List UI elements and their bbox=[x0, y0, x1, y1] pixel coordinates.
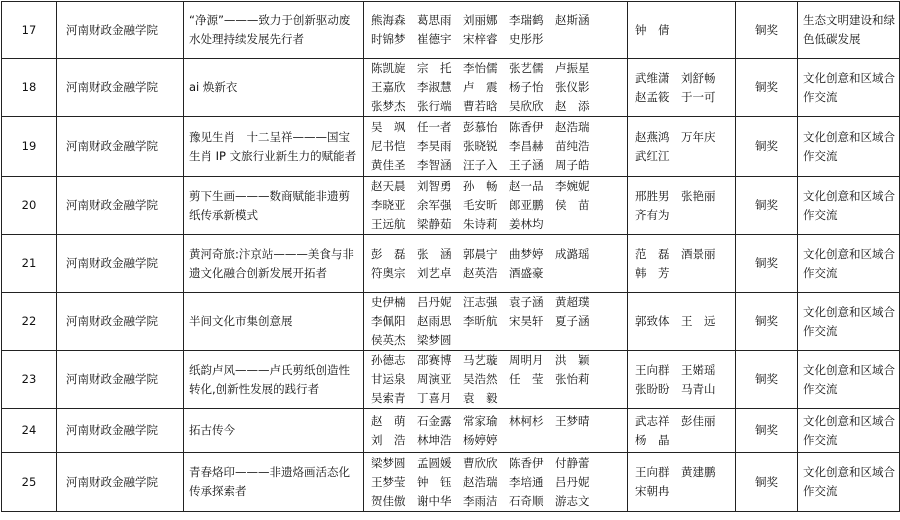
row-number: 25 bbox=[2, 453, 57, 512]
table-row bbox=[2, 235, 900, 293]
school-name: 河南财政金融学院 bbox=[57, 117, 184, 177]
school-name: 河南财政金融学院 bbox=[57, 453, 184, 512]
team-members-line: 彭 磊 张 涵 郭晨宁 曲梦婷 成潞瑶 bbox=[371, 246, 590, 261]
school-name: 河南财政金融学院 bbox=[57, 235, 184, 293]
advisors-line: 武红江 bbox=[635, 148, 670, 163]
row-number: 17 bbox=[2, 2, 57, 59]
advisors bbox=[628, 59, 736, 117]
competition-track-text: 生态文明建设和绿色低碳发展 bbox=[803, 13, 895, 46]
team-members-line: 王梦莹 钟 钰 赵浩瑞 李培通 吕丹妮 bbox=[371, 474, 590, 489]
school-name: 河南财政金融学院 bbox=[57, 177, 184, 235]
advisors bbox=[628, 117, 736, 177]
advisors-line: 钟 倩 bbox=[635, 22, 670, 37]
team-members bbox=[364, 177, 628, 235]
team-members-line: 熊海森 葛思雨 刘丽娜 李瑞鹤 赵斯涵 bbox=[371, 13, 590, 27]
team-members-line: 甘运泉 周演亚 吴浩然 任 莹 张怡莉 bbox=[371, 372, 590, 386]
team-members-line: 赵 萌 石金露 常家瑜 林柯杉 王梦晴 bbox=[371, 413, 590, 428]
row-number: 23 bbox=[2, 351, 57, 409]
advisors-line: 宋朝冉 bbox=[635, 484, 670, 498]
competition-track bbox=[798, 351, 900, 409]
team-members-line: 黄佳圣 李智涵 汪子入 王子涵 周子皓 bbox=[371, 158, 590, 172]
table-row bbox=[2, 2, 900, 59]
row-number: 24 bbox=[2, 409, 57, 453]
competition-track bbox=[798, 293, 900, 351]
team-members-line: 尼书恺 李昊雨 张晓锐 李昌赫 苗纯浩 bbox=[371, 139, 590, 153]
team-members-line: 刘 浩 林坤浩 杨婷婷 bbox=[371, 432, 498, 447]
competition-track bbox=[798, 117, 900, 177]
project-title-text: 拓古传今 bbox=[189, 423, 235, 437]
table-row bbox=[2, 59, 900, 117]
team-members-line: 史伊楠 吕丹妮 汪志强 袁子涵 黄超璞 bbox=[371, 295, 590, 309]
advisors-line: 范 磊 酒景丽 bbox=[635, 246, 716, 261]
team-members-line: 王远航 梁静茹 朱诗莉 姜林均 bbox=[371, 217, 544, 231]
advisors-line: 赵孟筱 于一可 bbox=[635, 89, 716, 104]
project-title-text: 黄河奇旅:汴京站———美食与非遗文化融合创新发展开拓者 bbox=[189, 246, 354, 280]
project-title bbox=[184, 177, 364, 235]
advisors bbox=[628, 177, 736, 235]
project-title bbox=[184, 409, 364, 453]
competition-track-text: 文化创意和区域合作交流 bbox=[803, 246, 895, 280]
team-members bbox=[364, 235, 628, 293]
advisors-line: 张盼盼 马青山 bbox=[635, 381, 716, 396]
award-level: 铜奖 bbox=[736, 351, 798, 409]
competition-track bbox=[798, 177, 900, 235]
award-level: 铜奖 bbox=[736, 59, 798, 117]
competition-track bbox=[798, 59, 900, 117]
team-members-line: 李佩阳 赵雨思 李昕航 宋昊轩 夏子涵 bbox=[371, 314, 590, 328]
team-members bbox=[364, 2, 628, 59]
awards-table-body bbox=[2, 2, 900, 512]
school-name: 河南财政金融学院 bbox=[57, 409, 184, 453]
award-level: 铜奖 bbox=[736, 117, 798, 177]
project-title-text: “净源”———致力于创新驱动废水处理持续发展先行者 bbox=[189, 13, 351, 46]
team-members-line: 孙德志 邵赛博 马艺璇 周明月 洪 颖 bbox=[371, 353, 590, 367]
project-title bbox=[184, 59, 364, 117]
team-members bbox=[364, 293, 628, 351]
competition-track-text: 文化创意和区域合作交流 bbox=[803, 129, 895, 163]
project-title-text: 半间文化市集创意展 bbox=[189, 314, 293, 328]
school-name: 河南财政金融学院 bbox=[57, 59, 184, 117]
table-row bbox=[2, 117, 900, 177]
row-number: 22 bbox=[2, 293, 57, 351]
award-level: 铜奖 bbox=[736, 177, 798, 235]
advisors-line: 齐有为 bbox=[635, 207, 670, 222]
award-level: 铜奖 bbox=[736, 293, 798, 351]
table-row bbox=[2, 351, 900, 409]
table-row bbox=[2, 453, 900, 512]
project-title bbox=[184, 453, 364, 512]
competition-track bbox=[798, 235, 900, 293]
advisors bbox=[628, 409, 736, 453]
team-members-line: 符奥宗 刘艺卓 赵英浩 酒盛豪 bbox=[371, 265, 544, 280]
row-number: 19 bbox=[2, 117, 57, 177]
team-members bbox=[364, 59, 628, 117]
advisors bbox=[628, 293, 736, 351]
advisors-line: 王向群 王婼瑶 bbox=[635, 362, 716, 377]
row-number: 18 bbox=[2, 59, 57, 117]
advisors bbox=[628, 351, 736, 409]
competition-track-text: 文化创意和区域合作交流 bbox=[803, 465, 895, 498]
project-title-text: 剪下生画———数商赋能非遗剪纸传承新模式 bbox=[189, 188, 350, 222]
advisors-line: 韩 芳 bbox=[635, 265, 670, 280]
row-number: 20 bbox=[2, 177, 57, 235]
project-title-text: 豫见生肖 十二呈祥———国宝生肖 IP 文旅行业新生力的赋能者 bbox=[189, 129, 357, 163]
team-members-line: 陈凯旋 宗 托 李怡儒 张艺儒 卢振星 bbox=[371, 61, 590, 75]
team-members bbox=[364, 351, 628, 409]
competition-track bbox=[798, 453, 900, 512]
award-level: 铜奖 bbox=[736, 235, 798, 293]
competition-track bbox=[798, 409, 900, 453]
team-members-line: 吴索青 丁喜月 袁 毅 bbox=[371, 391, 498, 405]
award-level: 铜奖 bbox=[736, 409, 798, 453]
team-members-line: 时锦梦 崔德宇 宋梓睿 史彤彤 bbox=[371, 32, 544, 46]
competition-track-text: 文化创意和区域合作交流 bbox=[803, 362, 895, 396]
team-members-line: 梁梦圆 孟圆媛 曹欣欣 陈香伊 付静蕾 bbox=[371, 455, 590, 470]
table-row bbox=[2, 293, 900, 351]
award-level: 铜奖 bbox=[736, 2, 798, 59]
advisors-line: 邢胜男 张艳丽 bbox=[635, 188, 716, 203]
team-members bbox=[364, 117, 628, 177]
project-title-text: 青春烙印———非遗烙画活态化传承探索者 bbox=[189, 465, 350, 498]
team-members-line: 贺佳傲 谢中华 李雨洁 石奇顺 游志文 bbox=[371, 493, 590, 508]
competition-track-text: 文化创意和区域合作交流 bbox=[803, 304, 895, 338]
advisors-line: 武志祥 彭佳丽 bbox=[635, 413, 716, 428]
school-name: 河南财政金融学院 bbox=[57, 351, 184, 409]
team-members bbox=[364, 409, 628, 453]
project-title bbox=[184, 293, 364, 351]
project-title-text: 纸韵卢风———卢氏剪纸创造性转化,创新性发展的践行者 bbox=[189, 362, 350, 396]
competition-track-text: 文化创意和区域合作交流 bbox=[803, 188, 895, 222]
team-members-line: 侯英杰 梁梦圆 bbox=[371, 333, 452, 347]
project-title bbox=[184, 351, 364, 409]
advisors-line: 武维潇 刘舒畅 bbox=[635, 70, 716, 85]
team-members-line: 王嘉欣 李淑慧 卢 震 杨子怡 张仪影 bbox=[371, 80, 590, 94]
project-title bbox=[184, 2, 364, 59]
advisors bbox=[628, 235, 736, 293]
team-members-line: 赵天晨 刘智勇 孙 畅 赵一品 李婉妮 bbox=[371, 179, 590, 193]
advisors-line: 赵燕鸿 万年庆 bbox=[635, 129, 716, 144]
team-members-line: 李晓亚 余军强 毛安昕 郎亚鹏 侯 苗 bbox=[371, 198, 590, 212]
school-name: 河南财政金融学院 bbox=[57, 293, 184, 351]
team-members-line: 张梦杰 张行端 曹若晗 吴欣欣 赵 添 bbox=[371, 99, 590, 113]
row-number: 21 bbox=[2, 235, 57, 293]
competition-track bbox=[798, 2, 900, 59]
advisors bbox=[628, 453, 736, 512]
team-members bbox=[364, 453, 628, 512]
advisors-line: 郭致体 王 远 bbox=[635, 314, 716, 328]
advisors-line: 王向群 黄建鹏 bbox=[635, 465, 716, 479]
advisors-line: 杨 晶 bbox=[635, 432, 670, 447]
project-title-text: ai 焕新衣 bbox=[189, 80, 238, 94]
advisors bbox=[628, 2, 736, 59]
competition-track-text: 文化创意和区域合作交流 bbox=[803, 413, 895, 447]
team-members-line: 吴 飒 任一者 彭慕怡 陈香伊 赵浩瑞 bbox=[371, 120, 590, 134]
project-title bbox=[184, 117, 364, 177]
table-row bbox=[2, 177, 900, 235]
school-name: 河南财政金融学院 bbox=[57, 2, 184, 59]
awards-table bbox=[1, 1, 900, 512]
table-row bbox=[2, 409, 900, 453]
competition-track-text: 文化创意和区域合作交流 bbox=[803, 70, 895, 104]
project-title bbox=[184, 235, 364, 293]
award-level: 铜奖 bbox=[736, 453, 798, 512]
